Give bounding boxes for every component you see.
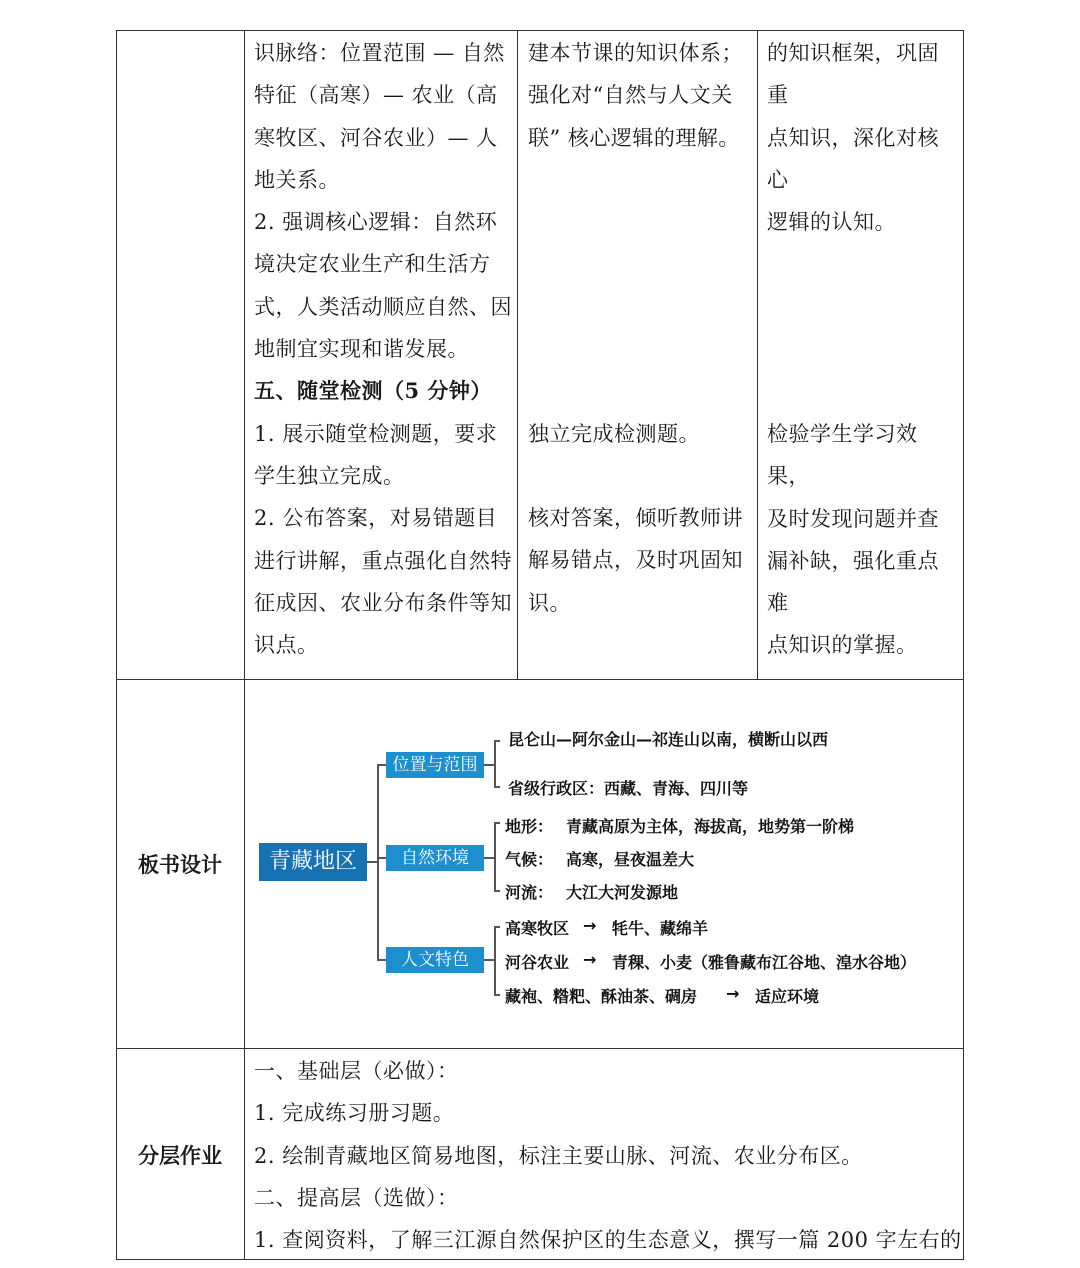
student-activity-cell-a — [528, 32, 753, 159]
student-line: 解易错点，及时巩固知 — [528, 548, 743, 573]
nature-item-value: 高寒，昼夜温差大 — [566, 850, 695, 869]
nature-item-key: 气候： — [505, 850, 554, 869]
culture-item-left: 河谷农业 — [505, 953, 570, 972]
teacher-line: 2. 强调核心逻辑：自然环 — [254, 210, 498, 235]
intent-column-divider — [757, 30, 758, 679]
label-column-divider — [244, 30, 245, 1260]
homework-line: 二、提高层（选做）： — [254, 1185, 459, 1210]
branch2-connector — [484, 857, 494, 859]
student-column-divider — [517, 30, 518, 679]
student-activity-cell-b — [528, 413, 753, 455]
teacher-line: 寒牧区、河谷农业）— 人 — [254, 125, 498, 150]
branch1-tick — [494, 786, 500, 788]
homework-line: 1. 查阅资料，了解三江源自然保护区的生态意义，撰写一篇 200 字左右的 — [254, 1228, 962, 1253]
student-line: 强化对“自然与人文关 — [528, 83, 733, 108]
teacher-line: 学生独立完成。 — [254, 463, 405, 488]
teacher-line: 境决定农业生产和生活方 — [254, 252, 491, 277]
homework-line: 1. 完成练习册习题。 — [254, 1101, 455, 1126]
location-item: 省级行政区：西藏、青海、四川等 — [508, 779, 749, 798]
branch1-connector — [484, 764, 494, 766]
location-item: 昆仑山—阿尔金山—祁连山以南，横断山以西 — [508, 730, 829, 749]
homework-line: 2. 绘制青藏地区简易地图，标注主要山脉、河流、农业分布区。 — [254, 1143, 863, 1168]
design-intent-cell-a — [767, 32, 959, 243]
teacher-line: 式，人类活动顺应自然、因 — [254, 294, 512, 319]
student-activity-cell-c — [528, 497, 753, 624]
intent-line: 点知识的掌握。 — [767, 633, 918, 658]
teacher-line: 地关系。 — [254, 167, 340, 192]
intent-line: 点知识，深化对核心 — [767, 125, 939, 192]
intent-line: 漏补缺，强化重点难 — [767, 548, 939, 616]
student-line: 建本节课的知识体系； — [528, 41, 743, 65]
branch3-tick — [494, 926, 500, 928]
teacher-line: 征成因、农业分布条件等知 — [254, 590, 512, 615]
intent-line: 的知识框架，巩固重 — [767, 41, 939, 108]
row-divider-homework — [116, 1048, 964, 1049]
branch1-bracket — [494, 740, 496, 788]
branch1-tick — [494, 740, 500, 742]
branch-node-nature: 自然环境 — [386, 845, 484, 871]
trunk-branch-3 — [377, 959, 386, 961]
branch-node-culture: 人文特色 — [386, 947, 484, 973]
teacher-line: 地制宜实现和谐发展。 — [254, 337, 469, 362]
student-line: 联” 核心逻辑的理解。 — [528, 125, 740, 150]
root-node: 青藏地区 — [259, 843, 367, 881]
branch2-tick — [494, 822, 500, 824]
culture-item-left: 高寒牧区 — [505, 919, 570, 938]
intent-line: 逻辑的认知。 — [767, 210, 896, 235]
table-left-border — [116, 30, 117, 1260]
teacher-line: 1. 展示随堂检测题，要求 — [254, 421, 498, 446]
teacher-activity-cell — [254, 32, 512, 666]
culture-item-left: 藏袍、糌粑、酥油茶、碉房 — [505, 987, 698, 1006]
arrow-icon: → — [583, 950, 597, 969]
branch3-tick — [494, 994, 500, 996]
branch2-tick — [494, 890, 500, 892]
culture-item-right: 牦牛、藏绵羊 — [612, 919, 709, 938]
design-intent-cell-b — [767, 413, 959, 667]
teacher-line: 进行讲解，重点强化自然特 — [254, 548, 512, 573]
student-line: 核对答案，倾听教师讲 — [528, 506, 743, 530]
nature-item-value: 青藏高原为主体，海拔高，地势第一阶梯 — [566, 817, 855, 836]
trunk-branch-1 — [377, 764, 386, 766]
teacher-line: 特征（高寒）— 农业（高 — [254, 83, 498, 108]
nature-item-value: 大江大河发源地 — [566, 883, 679, 902]
culture-item-right: 适应环境 — [755, 987, 820, 1006]
branch2-bracket — [494, 822, 496, 892]
trunk-branch-2 — [377, 857, 386, 859]
culture-item-right: 青稞、小麦（雅鲁藏布江谷地、湟水谷地） — [612, 953, 917, 972]
student-line: 识。 — [528, 590, 571, 615]
arrow-icon: → — [583, 916, 597, 935]
teacher-line: 识脉络：位置范围 — 自然 — [254, 41, 505, 65]
homework-line: 一、基础层（必做）： — [254, 1059, 459, 1083]
student-line: 独立完成检测题。 — [528, 422, 700, 446]
section-heading-quiz: 五、随堂检测（5 分钟） — [254, 378, 492, 404]
homework-cell — [254, 1050, 962, 1261]
teacher-line: 识点。 — [254, 633, 319, 658]
branch-node-location: 位置与范围 — [386, 752, 484, 778]
homework-label: 分层作业 — [138, 1143, 222, 1168]
teacher-line: 2. 公布答案，对易错题目 — [254, 506, 498, 531]
branch3-bracket — [494, 926, 496, 996]
nature-item-key: 河流： — [505, 883, 554, 902]
board-design-label: 板书设计 — [138, 852, 222, 877]
intent-line: 及时发现问题并查 — [767, 506, 939, 531]
nature-item-key: 地形： — [505, 817, 554, 836]
branch3-connector — [484, 959, 494, 961]
table-right-border — [963, 30, 964, 1260]
root-trunk — [377, 764, 379, 960]
arrow-icon: → — [726, 984, 740, 1003]
row-divider-board — [116, 679, 964, 680]
intent-line: 检验学生学习效果， — [767, 422, 918, 489]
